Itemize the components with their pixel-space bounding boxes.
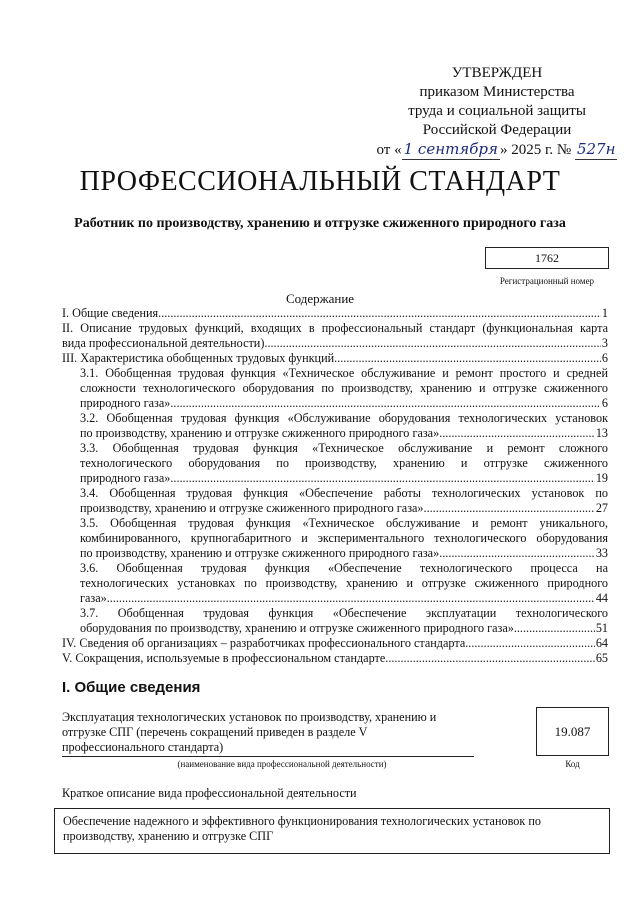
toc-entry-line: 3.6. Обобщенная трудовая функция «Обеспечение технологического процесса на — [80, 561, 608, 575]
document-title: ПРОФЕССИОНАЛЬНЫЙ СТАНДАРТ — [79, 166, 561, 197]
toc-page-number: 19 — [595, 471, 608, 485]
activity-code-label: Код — [565, 759, 580, 769]
toc-entry-title: производству, хранению и отгрузке сжиженного природного газа» — [80, 501, 424, 515]
document-subtitle: Работник по производству, хранению и отгрузке сжиженного природного газа — [74, 216, 566, 231]
activity-line: Эксплуатация технологических установок по производству, хранению и — [62, 710, 437, 724]
activity-line: отгрузке СПГ (перечень сокращений приведен в разделе V — [62, 725, 368, 739]
approval-line-federation: Российской Федерации — [422, 122, 572, 138]
toc-leader-dots — [385, 651, 595, 666]
toc-entry-line: 3.5. Обобщенная трудовая функция «Техническое обслуживание и ремонт уникального, — [80, 516, 608, 530]
toc-entry[interactable] — [62, 366, 608, 411]
toc-entry[interactable] — [62, 441, 608, 486]
toc-page-number: 64 — [595, 636, 608, 650]
toc-entry-last-line — [62, 636, 608, 651]
registration-number-label: Регистрационный номер — [499, 276, 595, 286]
toc-entry-last-line — [62, 351, 608, 366]
approval-date-line: от « 1 сентября » 2025 г. № 527н — [376, 140, 616, 158]
handwritten-order-number: 527н — [576, 140, 616, 158]
activity-code-box: 19.087 — [536, 707, 609, 756]
toc-entry-line: технологического оборудования по производству, хранению и отгрузке сжиженного — [80, 456, 608, 470]
table-of-contents — [62, 306, 608, 666]
toc-entry-title: IV. Сведения об организациях – разработчиках профессионального стандарта — [62, 636, 466, 650]
approval-heading: УТВЕРЖДЕН — [451, 65, 543, 81]
registration-number-box: 1762 — [485, 247, 609, 269]
toc-entry-line: II. Описание трудовых функций, входящих в профессиональный стандарт (функциональная карта — [62, 321, 608, 335]
approval-block — [372, 64, 622, 160]
toc-leader-dots — [170, 396, 601, 411]
toc-entry[interactable] — [62, 561, 608, 606]
toc-entry[interactable] — [62, 321, 608, 351]
approval-line-labor: труда и социальной защиты — [408, 103, 586, 119]
toc-entry-last-line — [80, 501, 608, 516]
toc-entry-line: 3.7. Обобщенная трудовая функция «Обеспечение эксплуатации технологического — [80, 606, 608, 620]
toc-page-number: 6 — [601, 351, 608, 365]
toc-leader-dots — [158, 306, 601, 321]
toc-entry[interactable] — [62, 636, 608, 651]
date-year: 2025 г. № — [511, 142, 572, 158]
date-prefix: от « — [376, 142, 402, 158]
toc-entry[interactable] — [62, 651, 608, 666]
handwritten-date: 1 сентября — [403, 140, 498, 158]
toc-entry-title: природного газа» — [80, 396, 171, 410]
toc-entry-last-line — [80, 546, 608, 561]
toc-entry-last-line — [62, 651, 608, 666]
toc-leader-dots — [107, 591, 595, 606]
toc-heading: Содержание — [285, 291, 355, 306]
toc-entry-last-line — [80, 591, 608, 606]
toc-entry-title: V. Сокращения, используемые в профессиональном стандарте — [62, 651, 386, 665]
toc-entry-title: по производству, хранению и отгрузке сжиженного природного газа» — [80, 546, 440, 560]
toc-entry-line: 3.3. Обобщенная трудовая функция «Техническое обслуживание и ремонт сложного — [80, 441, 608, 455]
toc-entry[interactable] — [62, 306, 608, 321]
toc-entry-title: оборудования по производству, хранению и отгрузке сжиженного природного газа» — [80, 621, 514, 635]
toc-entry-title: природного газа» — [80, 471, 171, 485]
toc-entry-title: I. Общие сведения — [62, 306, 159, 320]
toc-entry-title: по производству, хранению и отгрузке сжиженного природного газа» — [80, 426, 440, 440]
brief-description-box — [54, 808, 610, 854]
toc-entry-last-line — [80, 426, 608, 441]
toc-entry-line: 3.4. Обобщенная трудовая функция «Обеспечение работы технологических установок по — [80, 486, 608, 500]
brief-description-line: производству, хранению и отгрузке СПГ — [63, 829, 274, 843]
toc-page-number: 33 — [595, 546, 608, 560]
toc-leader-dots — [264, 336, 601, 351]
toc-leader-dots — [170, 471, 594, 486]
toc-leader-dots — [439, 426, 595, 441]
toc-entry-last-line — [80, 621, 608, 636]
toc-page-number: 6 — [601, 396, 608, 410]
toc-entry-last-line — [62, 336, 608, 351]
brief-description-line: Обеспечение надежного и эффективного функционирования технологических установок по — [63, 814, 541, 828]
section-title: I. Общие сведения — [62, 679, 201, 696]
toc-entry[interactable] — [62, 516, 608, 561]
toc-entry[interactable] — [62, 486, 608, 516]
toc-entry-line: 3.2. Обобщенная трудовая функция «Обслуживание оборудования технологических установок — [80, 411, 608, 425]
toc-entry-last-line — [62, 306, 608, 321]
activity-line: профессионального стандарта) — [62, 740, 224, 754]
brief-description-label: Краткое описание вида профессиональной деятельности — [62, 786, 357, 800]
activity-name — [62, 710, 474, 757]
toc-leader-dots — [424, 501, 595, 516]
toc-leader-dots — [334, 351, 601, 366]
toc-page-number: 44 — [595, 591, 608, 605]
toc-entry-last-line — [80, 471, 608, 486]
toc-entry-line: 3.1. Обобщенная трудовая функция «Техническое обслуживание и ремонт простого и средней — [80, 366, 608, 380]
activity-caption: (наименование вида профессиональной деятельности) — [177, 759, 387, 769]
toc-page-number: 13 — [595, 426, 608, 440]
toc-entry-line: сложности технологического оборудования по производству, хранению и отгрузке сжиженного — [80, 381, 608, 395]
toc-leader-dots — [465, 636, 595, 651]
approval-line-ministry: приказом Министерства — [419, 84, 575, 100]
toc-leader-dots — [514, 621, 595, 636]
toc-entry[interactable] — [62, 411, 608, 441]
toc-page-number: 3 — [601, 336, 608, 350]
toc-page-number: 65 — [595, 651, 608, 665]
toc-entry-line: технологических установках по производству, хранению и отгрузке сжиженного природного — [80, 576, 608, 590]
toc-entry-title: газа» — [80, 591, 107, 605]
toc-entry[interactable] — [62, 606, 608, 636]
toc-leader-dots — [439, 546, 595, 561]
toc-entry[interactable] — [62, 351, 608, 366]
toc-page-number: 1 — [601, 306, 608, 320]
toc-entry-last-line — [80, 396, 608, 411]
toc-entry-title: III. Характеристика обобщенных трудовых функций — [62, 351, 335, 365]
toc-page-number: 51 — [595, 621, 608, 635]
toc-page-number: 27 — [595, 501, 608, 515]
toc-entry-title: вида профессиональной деятельности) — [62, 336, 265, 350]
toc-entry-line: комбинированного, крупногабаритного и экспериментального технологического оборудования — [80, 531, 608, 545]
